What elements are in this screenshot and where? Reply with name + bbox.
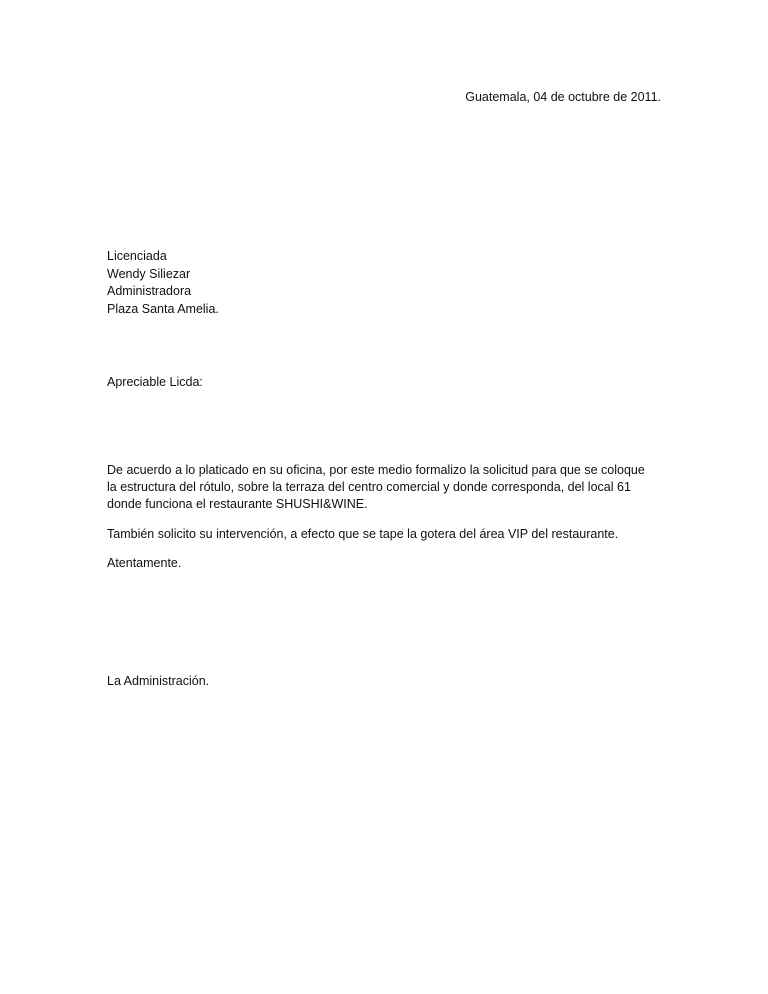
body-paragraph-1-line: la estructura del rótulo, sobre la terraza del centro comercial y donde corresponda, del local 61 [107,480,631,494]
recipient-organization: Plaza Santa Amelia. [107,301,219,316]
body-paragraph-1-line: donde funciona el restaurante SHUSHI&WINE. [107,497,368,511]
signature: La Administración. [107,674,210,688]
letter-date: Guatemala, 04 de octubre de 2011. [465,90,661,104]
recipient-block [107,248,219,318]
body-paragraph-1-line: De acuerdo a lo platicado en su oficina, por este medio formalizo la solicitud para que se coloque [107,463,645,477]
closing: Atentamente. [107,556,182,570]
body-paragraph-1 [107,462,667,513]
salutation: Apreciable Licda: [107,375,203,389]
recipient-title: Licenciada [107,249,167,263]
body-paragraph-2: También solicito su intervención, a efecto que se tape la gotera del área VIP del restaurante. [107,527,619,541]
recipient-position: Administradora [107,284,192,298]
recipient-name: Wendy Siliezar [107,266,191,281]
